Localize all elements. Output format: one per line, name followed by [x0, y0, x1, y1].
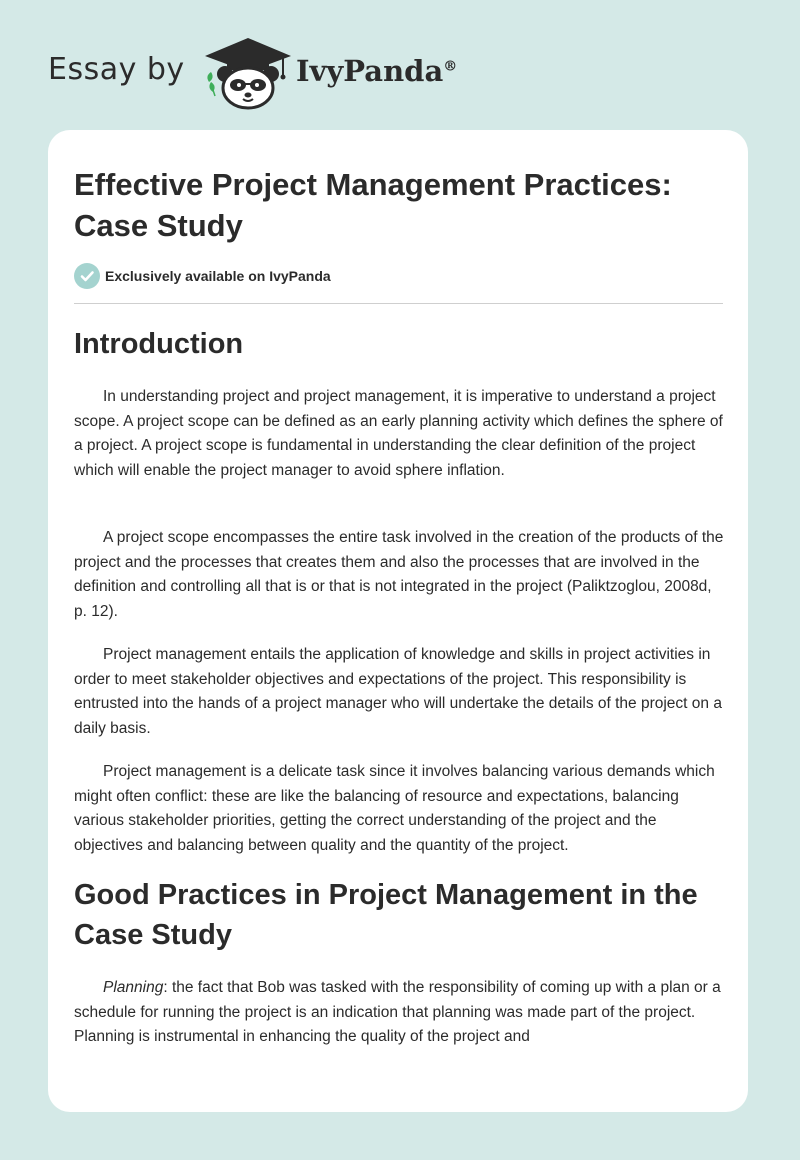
check-icon [74, 263, 100, 289]
registered-mark: ® [443, 58, 458, 75]
paragraph: Project management is a delicate task since it involves balancing various demands which might often conflict: these are like the balancing of resource and expectations, balancing various stakeholder priorities, getting the correct understanding of the project and the objectives and balancing between quality and the quantity of the project. [74, 763, 715, 854]
section-heading-good-practices: Good Practices in Project Management in the Case Study [74, 879, 698, 951]
paragraph [74, 976, 726, 1050]
title-divider [74, 303, 723, 304]
paragraph: In understanding project and project management, it is imperative to understand a project scope. A project scope can be defined as an early planning activity which defines the sphere of a project. A project scope is fundamental in understanding the clear definition of the project which will enable the project manager to avoid sphere inflation. [74, 388, 723, 479]
paragraph: A project scope encompasses the entire task involved in the creation of the products of the project and the processes that creates them and also the processes that are involved in the definition and controlling all that is or that is not integrated in the project (Paliktzoglou, 2008d, p. 12). [74, 529, 724, 620]
section-heading-introduction: Introduction [74, 328, 244, 360]
panda-logo-icon[interactable] [203, 36, 293, 110]
page-title: Effective Project Management Practices: Case Study [74, 167, 672, 243]
exclusive-badge [74, 263, 331, 289]
brand-prefix: Essay by [48, 52, 185, 87]
brand-name-text: IvyPanda [296, 54, 444, 88]
site-header [0, 0, 800, 130]
lead-term: Planning [103, 979, 164, 996]
paragraph: Project management entails the application of knowledge and skills in project activities in order to meet stakeholder objectives and expectations of the project. This responsibility is entrusted into the hands of a project manager who will undertake the details of the project on a daily basis. [74, 646, 722, 737]
essay-card [48, 130, 748, 1112]
paragraph-rest: : the fact that Bob was tasked with the responsibility of coming up with a plan or a schedule for running the project is an indication that planning was made part of the project. Planning is instrumental in enhancing the quality of the project and [74, 979, 721, 1046]
brand-name[interactable] [296, 54, 457, 88]
badge-label: Exclusively available on IvyPanda [105, 268, 331, 284]
